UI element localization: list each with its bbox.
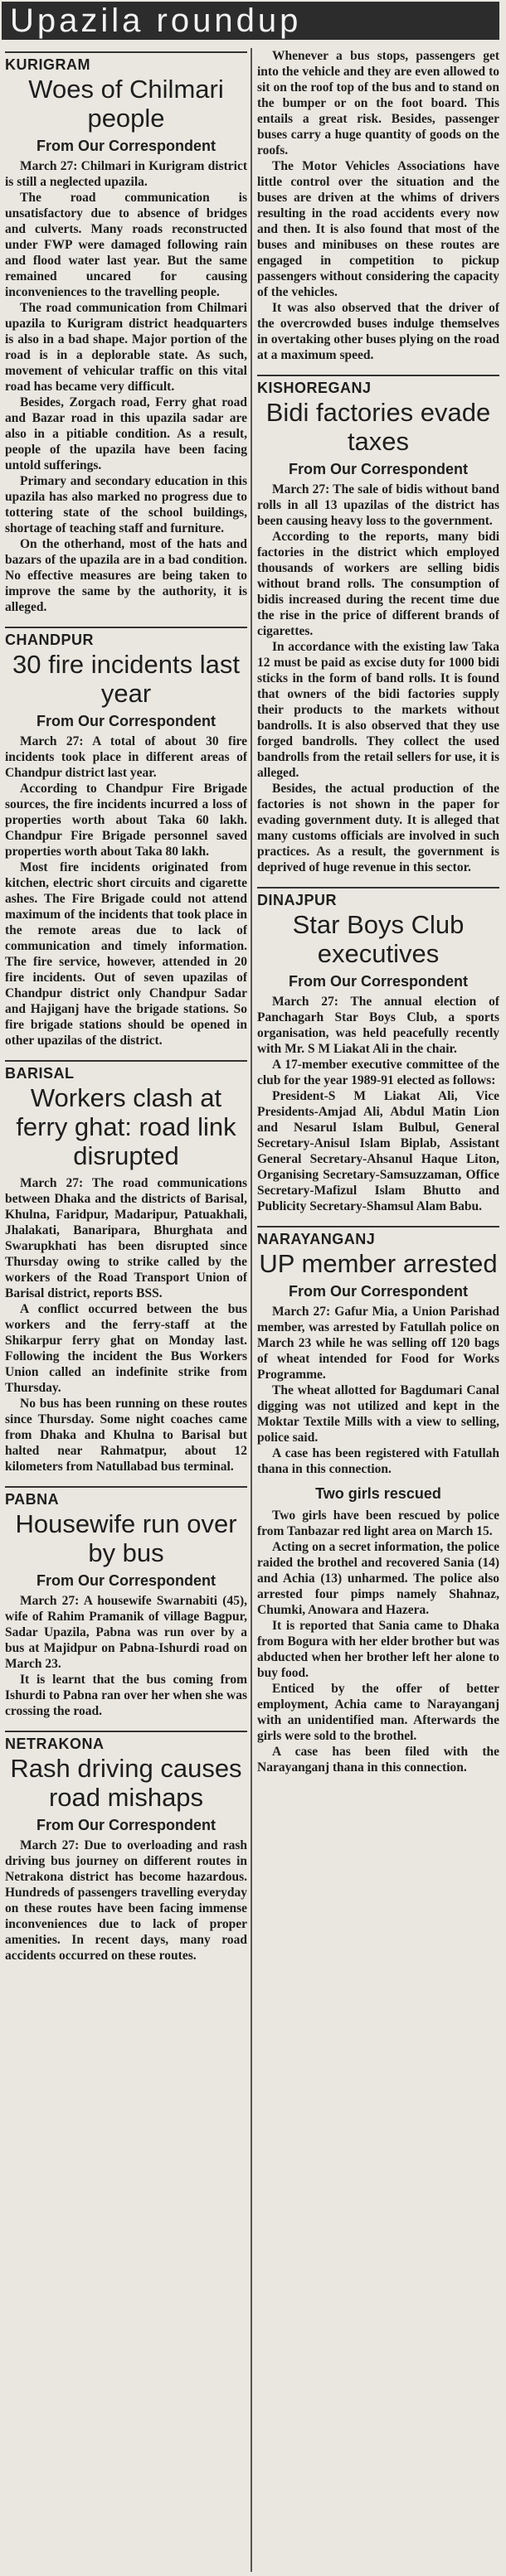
article-kicker: KURIGRAM [5, 51, 247, 73]
article-body [5, 734, 247, 1048]
article [257, 375, 499, 875]
article-paragraph: It was also observed that the driver of the overcrowded buses indulge themselves in overtaking other buses plying on the road at a maximum speed. [257, 301, 499, 362]
article-paragraph: March 27: The annual election of Panchagarh Star Boys Club, a sports organisation, was held peacefully recently with Mr. S M Liakat Ali in the chair. [257, 995, 499, 1056]
article-paragraph: On the otherhand, most of the hats and bazars of the upazila are in a bad condition. No effective measures are being taken to improve the same by the authority, it is alleged. [5, 537, 247, 614]
article-kicker: CHANDPUR [5, 627, 247, 648]
article-paragraph: The Motor Vehicles Associations have little control over the situation and the buses are driven at the whims of drivers resulting in the road accidents every now and then. It is also found that most of the buses and minibuses on these routes are engaged in competition to pickup passengers without considering the capacity of the vehicles. [257, 159, 499, 299]
article-body [257, 994, 499, 1214]
article-body [5, 1175, 247, 1474]
article-headline: 30 fire incidents last year [12, 650, 240, 708]
article-kicker: NETRAKONA [5, 1731, 247, 1752]
article-body [257, 482, 499, 875]
article-kicker: KISHOREGANJ [257, 375, 499, 396]
article-paragraph: March 27: A total of about 30 fire incidents took place in different areas of Chandpur district last year. [5, 734, 247, 780]
left-column [5, 51, 247, 2571]
article-byline: From Our Correspondent [36, 1572, 216, 1589]
article-byline: From Our Correspondent [288, 1283, 468, 1300]
article-headline: Workers clash at ferry ghat: road link disrupted [16, 1083, 236, 1170]
article-body [5, 1593, 247, 1719]
article-subhead: Two girls rescued [315, 1485, 441, 1502]
article-paragraph: March 27: Due to overloading and rash driving bus journey on different routes in Netrakona district has become hazardous. Hundreds of passengers travelling everyday on these routes have been facing immense inconveniences due to lack of proper amenities. In recent days, many road accidents occurred on these routes. [5, 1838, 247, 1963]
article-byline: From Our Correspondent [36, 138, 216, 154]
article-headline: Star Boys Club executives [292, 910, 465, 968]
article-paragraph: Enticed by the offer of better employment, Achia came to Narayanganj with an unidentified man. Afterwards the girls were sold to the brothel. [257, 1682, 499, 1743]
article-paragraph: March 27: The road communications between Dhaka and the districts of Barisal, Khulna, Faridpur, Madaripur, Patuakhali, Jhalakati, Banaripara, Bhurghata and Swarupkhati has been disrupted since Thursday owing to strike called by the workers of the Road Transport Union of Barisal district, reports BSS. [5, 1176, 247, 1300]
article-paragraph: A case has been filed with the Narayanganj thana in this connection. [257, 1745, 499, 1775]
article-kicker: DINAJPUR [257, 887, 499, 908]
article-paragraph: The road communication from Chilmari upazila to Kurigram district headquarters is also in a bad shape. Major portion of the road is in a deplorable state. As such, movement of vehicular traffic on this vital road has became very difficult. [5, 301, 247, 394]
article-byline: From Our Correspondent [36, 713, 216, 729]
article-paragraph: Whenever a bus stops, passengers get into the vehicle and they are even allowed to sit on the roof top of the bus and to stand on the bumper or on the foot board. This entails a great risk. Besides, passenger buses carry a huge quantity of goods on the roofs. [257, 49, 499, 157]
right-column [257, 48, 499, 2568]
article-paragraph: A case has been registered with Fatullah thana in this connection. [257, 1446, 499, 1476]
article-paragraph: A 17-member executive committee of the club for the year 1989-91 elected as follows: [257, 1058, 499, 1087]
article-paragraph: The road communication is unsatisfactory due to absence of bridges and culverts. Many roads reconstructed under FWP were damaged following rain and flood water last year. But the same remained uncared for causing inconveniences to the travelling people. [5, 191, 247, 299]
article-body [257, 1304, 499, 1775]
article-paragraph: Besides, the actual production of the factories is not shown in the paper for evading government duty. It is alleged that many customs officials are involved in such practices. As a result, the government is deprived of huge revenue in this sector. [257, 782, 499, 874]
article [5, 1060, 247, 1474]
column-divider [251, 48, 252, 2572]
article-paragraph: President-S M Liakat Ali, Vice Presidents-Amjad Ali, Abdul Matin Lion and Nesarul Islam Bulbul, General Secretary-Anisul Islam Biplab, Assistant General Secretary-Ahsanul Haque Liton, Organising Secretary-Samsuzzaman, Office Secretary-Mafizul Islam Bhutto and Publicity Secretary-Shamsul Alam Babu. [257, 1089, 499, 1213]
article-body [257, 48, 499, 363]
article-paragraph: Two girls have been rescued by police from Tanbazar red light area on March 15. [257, 1508, 499, 1538]
article [5, 627, 247, 1048]
article-paragraph: March 27: Chilmari in Kurigram district is still a neglected upazila. [5, 159, 247, 189]
article-body [5, 158, 247, 615]
article [257, 48, 499, 363]
article [5, 1486, 247, 1719]
article-paragraph: Most fire incidents originated from kitchen, electric short circuits and cigarette ashes. The Fire Brigade could not attend maximum of the incidents that took place in the remote areas due to lack of communication and timely information. The fire service, however, attended in 20 fire incidents. Out of seven upazilas of Chandpur district only Chandpur Sadar and Hajiganj have the brigade stations. So fire brigade stations should be opened in other upazilas of the district. [5, 860, 247, 1048]
article-paragraph: Acting on a secret information, the police raided the brothel and recovered Sania (14) and Achia (13) unharmed. The police also arrested four pimps namely Shahnaz, Chumki, Anowara and Hazera. [257, 1540, 499, 1617]
article [5, 51, 247, 615]
article-paragraph: March 27: Gafur Mia, a Union Parishad member, was arrested by Fatullah police on March 23 while he was selling off 120 bags of wheat intended for Food for Works Programme. [257, 1305, 499, 1382]
article-paragraph: According to the reports, many bidi factories in the district which employed thousands of workers are selling bidis without brand rolls. The consumption of bidis increased during the recent time due the rise in the price of different brands of cigarettes. [257, 530, 499, 638]
article-headline: UP member arrested [259, 1249, 498, 1278]
article-paragraph: In accordance with the existing law Taka 12 must be paid as excise duty for 1000 bidi sticks in the form of band rolls. It is found that owners of the bidi factories supply their products to the markets without bandrolls. It is also observed that they use forged bandrolls. They collect the used bandrolls from the retail sellers for use, it is alleged. [257, 640, 499, 780]
article-paragraph: According to Chandpur Fire Brigade sources, the fire incidents incurred a loss of properties worth about Taka 60 lakh. Chandpur Fire Brigade personnel saved properties worth about Taka 80 lakh. [5, 782, 247, 859]
article-paragraph: March 27: A housewife Swarnabiti (45), wife of Rahim Pramanik of village Bagpur, Sadar Upazila, Pabna was run over by a bus at Majidpur on Pabna-Ishurdi road on March 23. [5, 1594, 247, 1671]
article [5, 1731, 247, 1963]
article-paragraph: The wheat allotted for Bagdumari Canal digging was not utilized and kept in the Moktar Textile Mills with a view to selling, police said. [257, 1383, 499, 1445]
article-paragraph: A conflict occurred between the bus workers and the ferry-staff at the Shikarpur ferry ghat on Monday last. Following the incident the Bus Workers Union called an indefinite strike from Thursday. [5, 1302, 247, 1395]
article-headline: Bidi factories evade taxes [265, 398, 491, 456]
article-headline: Rash driving causes road mishaps [10, 1754, 242, 1812]
article-paragraph: Besides, Zorgach road, Ferry ghat road and Bazar road in this upazila sadar are also in a pitiable condition. As a result, people of the upazila have been facing untold sufferings. [5, 395, 247, 472]
article-byline: From Our Correspondent [288, 973, 468, 990]
article-kicker: PABNA [5, 1486, 247, 1508]
article-headline: Housewife run over by bus [15, 1509, 237, 1567]
article-headline: Woes of Chilmari people [28, 75, 224, 133]
section-banner: Upazila roundup [2, 2, 499, 40]
article-body [5, 1838, 247, 1963]
article-kicker: NARAYANGANJ [257, 1226, 499, 1247]
article-byline: From Our Correspondent [288, 461, 468, 477]
article-paragraph: No bus has been running on these routes since Thursday. Some night coaches came from Dhaka and Khulna to Barisal but halted near Rahmatpur, about 12 kilometers from Natullabad bus terminal. [5, 1397, 247, 1474]
article-paragraph: It is learnt that the bus coming from Ishurdi to Pabna ran over her when she was crossing the road. [5, 1673, 247, 1718]
article-byline: From Our Correspondent [36, 1817, 216, 1833]
article-kicker: BARISAL [5, 1060, 247, 1082]
article-paragraph: March 27: The sale of bidis without band rolls in all 13 upazilas of the district has been causing heavy loss to the government. [257, 482, 499, 528]
article-paragraph: It is reported that Sania came to Dhaka from Bogura with her elder brother but was abducted when her brother left her alone to buy food. [257, 1619, 499, 1680]
article [257, 887, 499, 1214]
article-paragraph: Primary and secondary education in this upazila has also marked no progress due to tottering state of the school buildings, shortage of teaching staff and furniture. [5, 474, 247, 535]
article [257, 1226, 499, 1775]
